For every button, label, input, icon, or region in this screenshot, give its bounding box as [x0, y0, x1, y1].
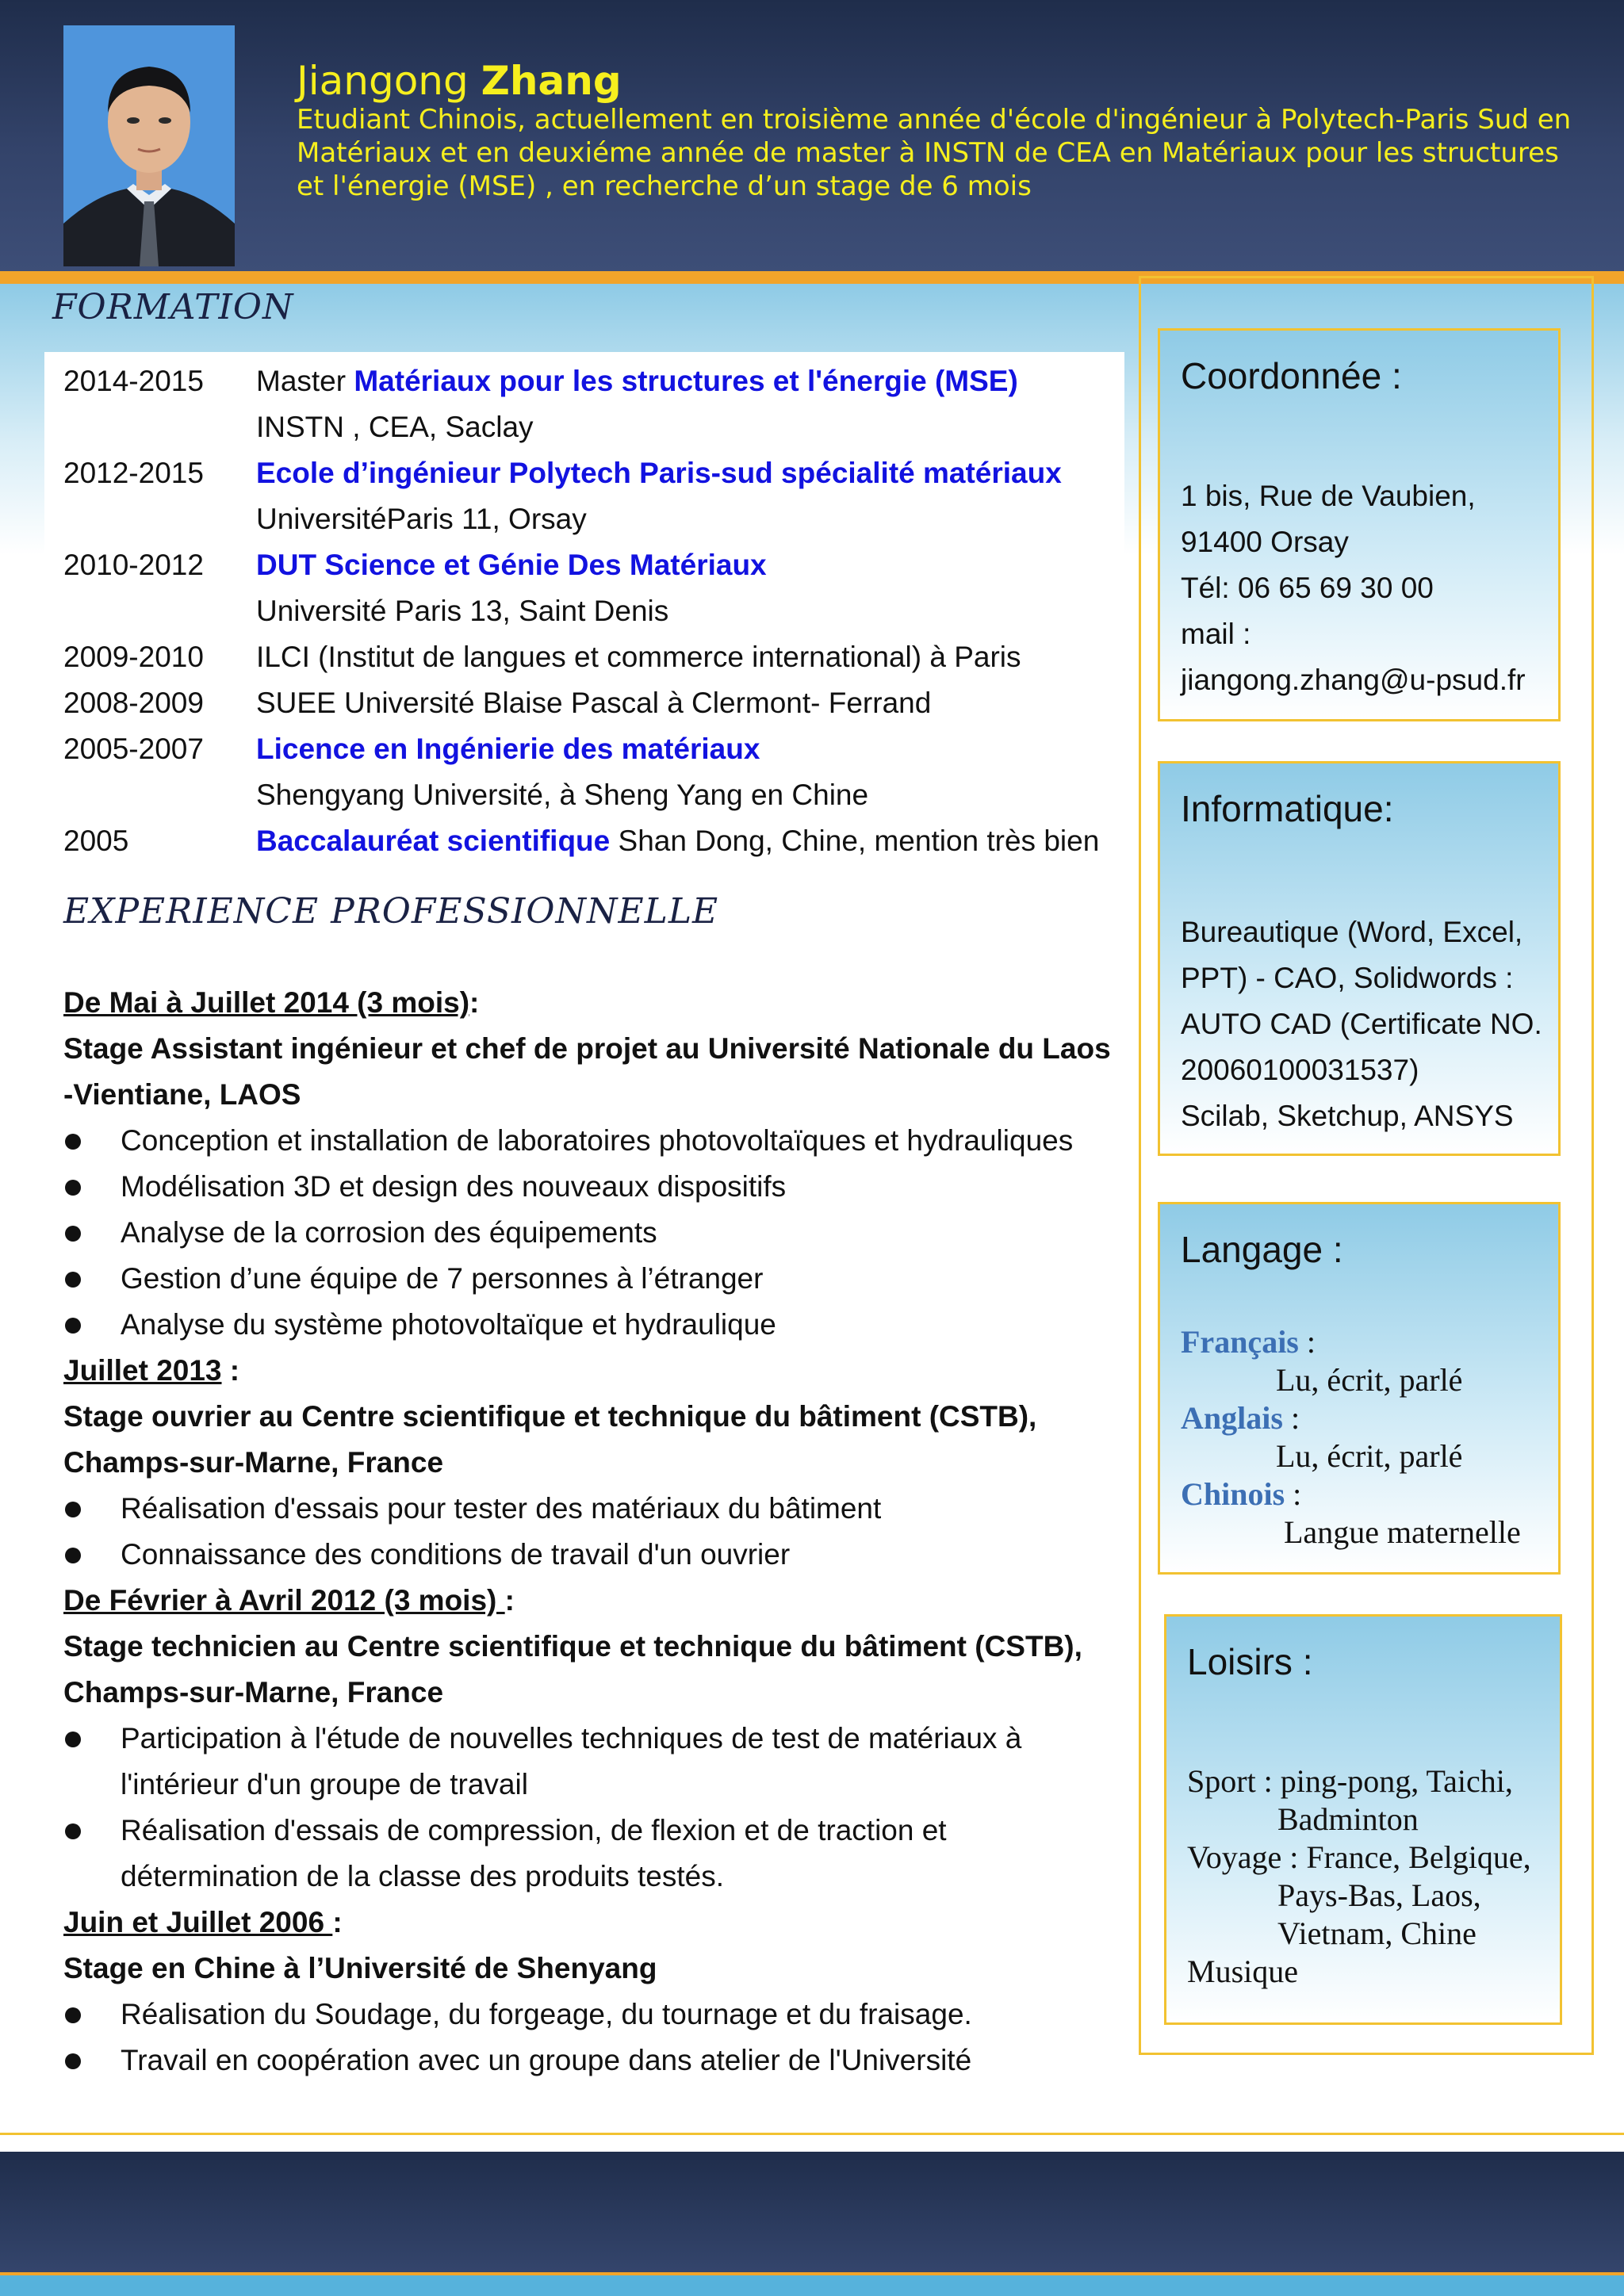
experience-location: Champs-sur-Marne, France — [63, 1446, 444, 1479]
language-item-french: Français : — [1181, 1324, 1316, 1360]
formation-row: 2009-2010 ILCI (Institut de langues et commerce international) à Paris — [63, 641, 1021, 673]
formation-row: INSTN , CEA, Saclay — [256, 411, 534, 443]
formation-row: 2010-2012 DUT Science et Génie Des Matériaux — [63, 549, 767, 581]
bullet-icon — [65, 1502, 81, 1517]
footer-stripe — [0, 2275, 1624, 2296]
city-line: 91400 Orsay — [1181, 526, 1349, 558]
hobbies-box — [1164, 1614, 1562, 2025]
languages-box — [1158, 1202, 1561, 1575]
formation-row: Université Paris 13, Saint Denis — [256, 595, 669, 627]
profile-summary: Etudiant Chinois, actuellement en troisième année d'école d'ingénieur à Polytech-Paris Sud en Matériaux et en deuxiéme année de master à INSTN de CEA en Matériaux pour les structures et l'énergie (MSE) , en recherche d’un stage de 6 mois — [297, 104, 1572, 202]
hobby-line: Badminton — [1277, 1801, 1419, 1837]
footer-divider — [0, 2133, 1624, 2135]
bullet-icon — [65, 1272, 81, 1288]
language-item-chinese: Chinois : — [1181, 1476, 1302, 1512]
experience-date: De Mai à Juillet 2014 (3 mois): — [63, 986, 480, 1019]
formation-heading: FORMATION — [52, 287, 294, 327]
experience-date: De Février à Avril 2012 (3 mois) : — [63, 1584, 515, 1617]
languages-heading: Langage : — [1181, 1229, 1343, 1270]
experience-role: Stage en Chine à l’Université de Shenyang — [63, 1952, 657, 1984]
formation-row: UniversitéParis 11, Orsay — [256, 503, 587, 535]
it-skills-box — [1158, 761, 1561, 1156]
formation-row: 2005-2007 Licence en Ingénierie des matériaux — [63, 733, 760, 765]
formation-row: 2014-2015 Master Matériaux pour les structures et l'énergie (MSE) — [63, 365, 1018, 397]
first-name: Jiangong — [297, 58, 469, 104]
bullet-icon — [65, 1318, 81, 1334]
hobby-line: Voyage : France, Belgique, — [1187, 1839, 1531, 1875]
mail-label: mail : — [1181, 618, 1251, 650]
bullet-icon — [65, 1134, 81, 1150]
hobby-line: Sport : ping-pong, Taichi, — [1187, 1763, 1513, 1799]
bullet-icon — [65, 2007, 81, 2023]
hobby-line: Pays-Bas, Laos, — [1277, 1877, 1481, 1913]
experience-role: Stage technicien au Centre scientifique et technique du bâtiment (CSTB), — [63, 1630, 1082, 1663]
bullet-icon — [65, 1180, 81, 1196]
it-skill-line: 20060100031537) — [1181, 1054, 1419, 1086]
bullet-icon — [65, 1548, 81, 1563]
it-skill-line: Bureautique (Word, Excel, — [1181, 916, 1523, 948]
experience-date: Juillet 2013 : — [63, 1354, 240, 1387]
formation-row: 2005 Baccalauréat scientifique Shan Dong, Chine, mention très bien — [63, 825, 1100, 857]
formation-row: Shengyang Université, à Sheng Yang en Chine — [256, 779, 869, 811]
experience-role: Stage Assistant ingénieur et chef de projet au Université Nationale du Laos — [63, 1032, 1111, 1065]
language-level: Langue maternelle — [1284, 1514, 1521, 1550]
last-name: Zhang — [481, 58, 622, 104]
experience-location: Champs-sur-Marne, France — [63, 1676, 444, 1709]
it-skill-line: PPT) - CAO, Solidwords : — [1181, 962, 1514, 994]
phone-line: Tél: 06 65 69 30 00 — [1181, 572, 1434, 604]
it-skills-heading: Informatique: — [1181, 788, 1394, 829]
experience-location: -Vientiane, LAOS — [63, 1078, 301, 1111]
language-item-english: Anglais : — [1181, 1400, 1300, 1436]
address-line: 1 bis, Rue de Vaubien, — [1181, 480, 1476, 512]
formation-row: 2008-2009 SUEE Université Blaise Pascal à Clermont- Ferrand — [63, 687, 932, 719]
email-link[interactable]: jiangong.zhang@u-psud.fr — [1181, 664, 1526, 696]
person-name — [297, 57, 622, 105]
profile-photo — [63, 25, 235, 266]
bullet-icon — [65, 1226, 81, 1242]
bullet-icon — [65, 2053, 81, 2069]
contact-box — [1158, 328, 1561, 721]
hobby-line: Musique — [1187, 1954, 1298, 1989]
experience-date: Juin et Juillet 2006 : — [63, 1906, 343, 1938]
footer-banner — [0, 2152, 1624, 2272]
it-skill-line: Scilab, Sketchup, ANSYS — [1181, 1100, 1514, 1132]
experience-role: Stage ouvrier au Centre scientifique et technique du bâtiment (CSTB), — [63, 1400, 1037, 1433]
bullet-icon — [65, 1823, 81, 1839]
hobbies-heading: Loisirs : — [1187, 1641, 1313, 1682]
bullet-icon — [65, 1732, 81, 1747]
hobby-line: Vietnam, Chine — [1277, 1915, 1477, 1951]
contact-heading: Coordonnée : — [1181, 355, 1402, 396]
language-level: Lu, écrit, parlé — [1276, 1362, 1463, 1398]
language-level: Lu, écrit, parlé — [1276, 1438, 1463, 1474]
experience-heading: EXPERIENCE PROFESSIONNELLE — [63, 891, 719, 932]
formation-row: 2012-2015 Ecole d’ingénieur Polytech Paris-sud spécialité matériaux — [63, 457, 1062, 489]
it-skill-line: AUTO CAD (Certificate NO. — [1181, 1008, 1542, 1040]
header-banner — [0, 0, 1624, 271]
